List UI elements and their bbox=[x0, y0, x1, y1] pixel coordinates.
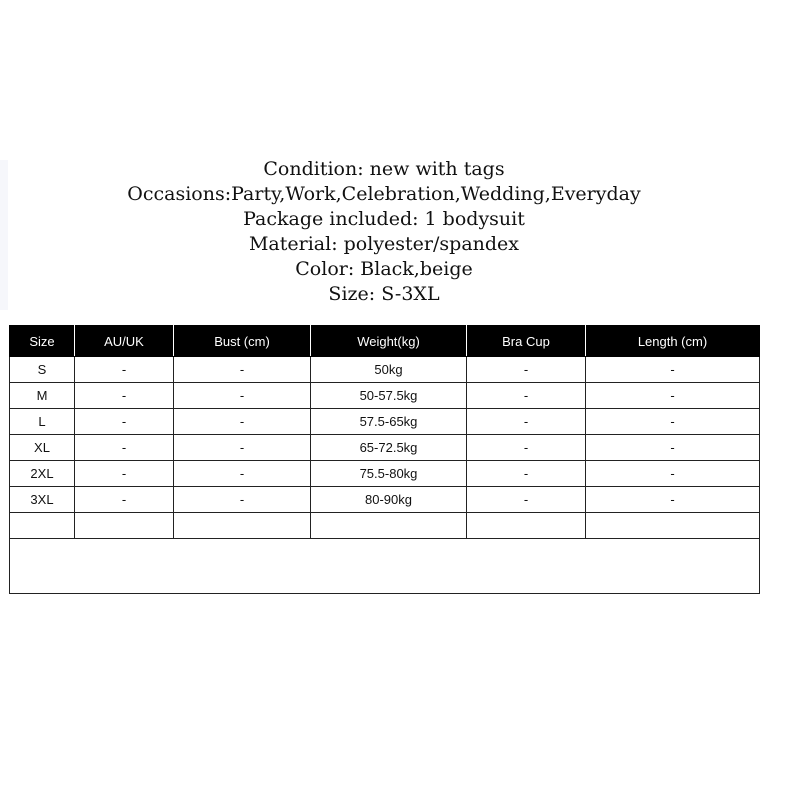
cell-weight: 50kg bbox=[311, 357, 467, 383]
table-row-empty bbox=[10, 513, 760, 539]
cell-au-uk: - bbox=[75, 409, 174, 435]
cell-weight: 65-72.5kg bbox=[311, 435, 467, 461]
cell-weight: 80-90kg bbox=[311, 487, 467, 513]
cell-au-uk: - bbox=[75, 435, 174, 461]
cell-weight: 75.5-80kg bbox=[311, 461, 467, 487]
header-bra-cup: Bra Cup bbox=[467, 326, 586, 357]
spec-size: Size: S-3XL bbox=[328, 283, 440, 305]
spec-occasions: Occasions:Party,Work,Celebration,Wedding,Everyday bbox=[127, 183, 641, 205]
cell-bra-cup: - bbox=[467, 461, 586, 487]
header-bust: Bust (cm) bbox=[174, 326, 311, 357]
cell-size: XL bbox=[10, 435, 75, 461]
spec-color: Color: Black,beige bbox=[295, 258, 473, 280]
cell-bra-cup: - bbox=[467, 435, 586, 461]
table-row bbox=[10, 383, 760, 409]
cell-au-uk: - bbox=[75, 487, 174, 513]
cell-weight: 50-57.5kg bbox=[311, 383, 467, 409]
cell-bust: - bbox=[174, 357, 311, 383]
cell-bra-cup: - bbox=[467, 383, 586, 409]
cell-length: - bbox=[586, 487, 760, 513]
spec-material: Material: polyester/spandex bbox=[248, 233, 520, 255]
cell-size: S bbox=[10, 357, 75, 383]
cell-length: - bbox=[586, 357, 760, 383]
spec-package: Package included: 1 bodysuit bbox=[243, 208, 525, 230]
cell-length: - bbox=[586, 461, 760, 487]
cell-length: - bbox=[586, 383, 760, 409]
cell-bra-cup: - bbox=[467, 409, 586, 435]
product-specs bbox=[0, 157, 768, 307]
cell-empty bbox=[467, 513, 586, 539]
cell-bust: - bbox=[174, 461, 311, 487]
table-row bbox=[10, 357, 760, 383]
cell-au-uk: - bbox=[75, 357, 174, 383]
header-weight: Weight(kg) bbox=[311, 326, 467, 357]
size-chart-table bbox=[9, 325, 760, 594]
cell-size: 2XL bbox=[10, 461, 75, 487]
cell-bra-cup: - bbox=[467, 487, 586, 513]
table-row bbox=[10, 461, 760, 487]
cell-bust: - bbox=[174, 435, 311, 461]
table-header-row bbox=[10, 326, 760, 357]
table-footer-cell bbox=[10, 539, 760, 594]
table-row bbox=[10, 487, 760, 513]
cell-length: - bbox=[586, 435, 760, 461]
table-row bbox=[10, 409, 760, 435]
cell-length: - bbox=[586, 409, 760, 435]
cell-bust: - bbox=[174, 383, 311, 409]
cell-size: L bbox=[10, 409, 75, 435]
cell-bust: - bbox=[174, 487, 311, 513]
cell-size: M bbox=[10, 383, 75, 409]
cell-empty bbox=[174, 513, 311, 539]
cell-bust: - bbox=[174, 409, 311, 435]
table-footer-row bbox=[10, 539, 760, 594]
table-row bbox=[10, 435, 760, 461]
header-au-uk: AU/UK bbox=[75, 326, 174, 357]
header-size: Size bbox=[10, 326, 75, 357]
cell-empty bbox=[586, 513, 760, 539]
cell-empty bbox=[10, 513, 75, 539]
cell-bra-cup: - bbox=[467, 357, 586, 383]
cell-weight: 57.5-65kg bbox=[311, 409, 467, 435]
cell-au-uk: - bbox=[75, 383, 174, 409]
cell-size: 3XL bbox=[10, 487, 75, 513]
cell-empty bbox=[311, 513, 467, 539]
cell-empty bbox=[75, 513, 174, 539]
header-length: Length (cm) bbox=[586, 326, 760, 357]
cell-au-uk: - bbox=[75, 461, 174, 487]
spec-condition: Condition: new with tags bbox=[263, 158, 505, 180]
